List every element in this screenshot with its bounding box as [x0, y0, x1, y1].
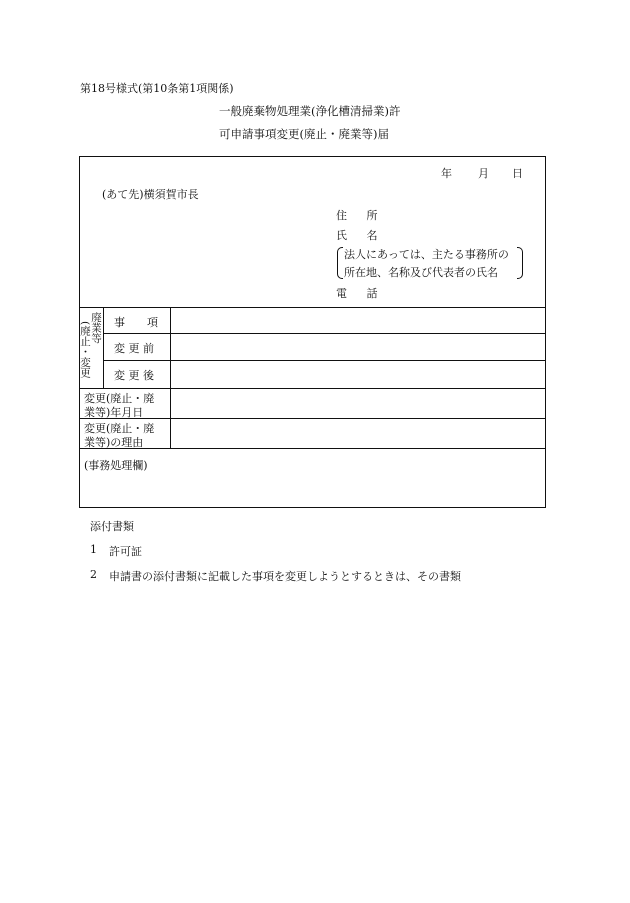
row-label-reason-line2: 業等)の理由 — [84, 436, 144, 449]
corp-note-line1: 法人にあっては、主たる事務所の — [344, 248, 509, 261]
form-number: 第18号様式(第10条第1項関係) — [80, 82, 234, 95]
attachment-text: 許可証 — [109, 545, 142, 558]
left-bracket — [337, 247, 343, 279]
attachment-num: 1 — [90, 543, 97, 556]
group-label-col1: 廃業等 — [90, 312, 102, 344]
form-title-line2: 可申請事項変更(廃止・廃業等)届 — [219, 127, 389, 141]
row-label-date-line1: 変更(廃止・廃 — [84, 392, 155, 405]
form-title-line1: 一般廃棄物処理業(浄化槽清掃業)許 — [219, 104, 401, 118]
attachment-num: 2 — [90, 568, 97, 581]
date-day: 日 — [512, 167, 523, 180]
corp-note-line2: 所在地、名称及び代表者の氏名 — [344, 266, 498, 279]
date-year: 年 — [441, 167, 452, 180]
section-divider — [80, 448, 545, 449]
row-label-item: 事 項 — [114, 316, 158, 329]
row-label-reason-line1: 変更(廃止・廃 — [84, 422, 155, 435]
row-label-before: 変 更 前 — [114, 342, 154, 355]
name-label: 氏 名 — [336, 229, 386, 242]
group-column-divider — [103, 307, 104, 388]
phone-label: 電 話 — [336, 287, 386, 300]
form-frame — [79, 156, 546, 508]
label-column-divider — [170, 307, 171, 448]
date-month: 月 — [478, 167, 489, 180]
row-label-after: 変 更 後 — [114, 369, 154, 382]
office-use-label: (事務処理欄) — [84, 459, 148, 472]
attachment-text: 申請書の添付書類に記載した事項を変更しようとするときは、その書類 — [109, 570, 461, 583]
row-divider — [80, 418, 545, 419]
right-bracket — [517, 247, 523, 279]
attachments-heading: 添付書類 — [90, 520, 134, 533]
address-label: 住 所 — [336, 209, 386, 222]
row-divider — [80, 388, 545, 389]
group-label-col2: (廃止・変更 — [79, 321, 91, 378]
row-label-date-line2: 業等)年月日 — [84, 406, 144, 419]
section-divider — [80, 307, 545, 308]
addressee: (あて先)横須賀市長 — [102, 188, 199, 201]
